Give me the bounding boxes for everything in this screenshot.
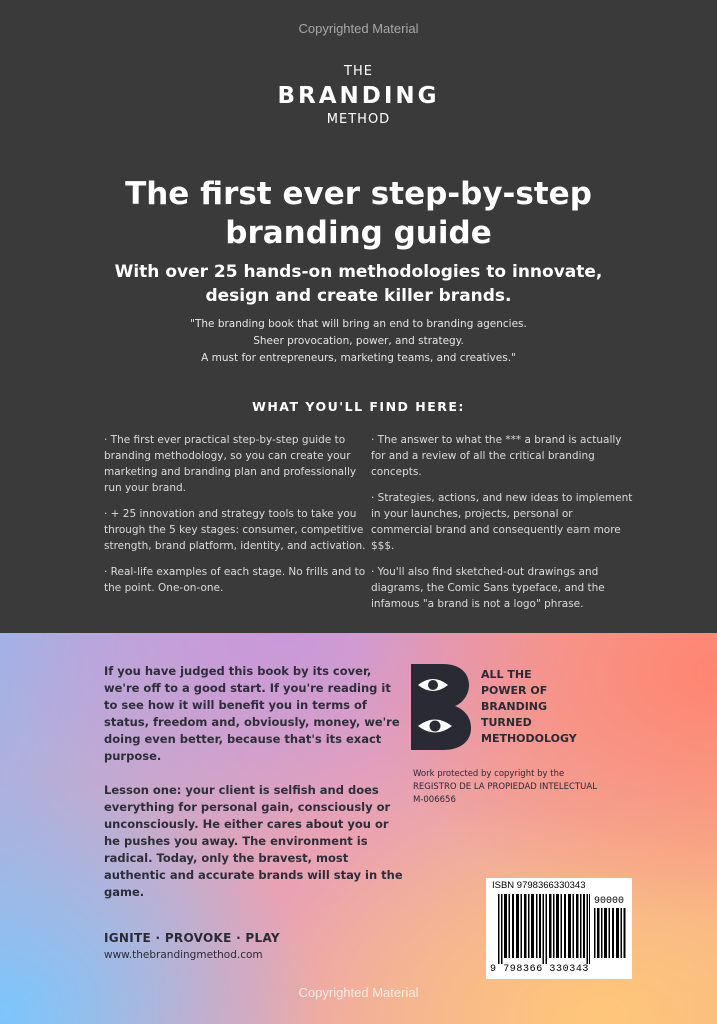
watermark-top: Copyrighted Material	[298, 21, 419, 36]
bullet-item: · The first ever practical step-by-step guide to branding methodology, so you can create your marketing and branding plan and professionally run your brand.	[104, 434, 357, 494]
copyright-notice	[413, 768, 643, 807]
subhead-line-1: With over 25 hands-on methodologies to innovate,	[114, 262, 603, 282]
bullet-item: · You'll also find sketched-out drawings and diagrams, the Comic Sans typeface, and the infamous "a brand is not a logo" phrase.	[371, 566, 605, 610]
quote-line-3: A must for entrepreneurs, marketing teams, and creatives."	[201, 352, 516, 364]
brand-logo	[0, 64, 717, 127]
headline-line-2: branding guide	[225, 215, 492, 251]
barcode-number: 9 798366 330343	[490, 964, 590, 975]
bullet-item: · Real-life examples of each stage. No frills and to the point. One-on-one.	[104, 566, 366, 594]
bullet-item: · + 25 innovation and strategy tools to take you through the 5 key stages: consumer, competitive strength, brand platform, identity, and activation.	[104, 508, 366, 552]
logo-branding: BRANDING	[277, 83, 440, 109]
isbn-barcode	[486, 878, 632, 979]
logo-method: METHOD	[326, 112, 391, 127]
addon-barcode-icon	[594, 908, 626, 958]
headline-line-1: The first ever step-by-step	[125, 176, 592, 212]
power-line: POWER OF	[481, 684, 548, 697]
barcode-bars-icon	[498, 894, 590, 964]
copyright-line: REGISTRO DE LA PROPIEDAD INTELECTUAL	[413, 782, 597, 792]
power-line: BRANDING	[481, 700, 548, 713]
quote-line-1: "The branding book that will bring an end to branding agencies.	[190, 318, 527, 330]
power-slogan	[481, 667, 631, 747]
back-cover-gradient-panel	[0, 633, 717, 1024]
power-line: TURNED	[481, 716, 532, 729]
bullets-right-column	[371, 432, 633, 622]
tagline: IGNITE · PROVOKE · PLAY	[104, 931, 280, 945]
power-line: METHODOLOGY	[481, 732, 577, 745]
b-eyes-logo-icon	[411, 664, 471, 750]
headline	[0, 175, 717, 253]
intro-paragraph: If you have judged this book by its cover, we're off to a good start. If you're reading it to see how it will benefit you in terms of status, freedom and, obviously, money, we're doing even better, because that's its exact purpose.	[104, 664, 400, 763]
lesson-paragraph: Lesson one: your client is selfish and does everything for personal gain, consciously or unconsciously. He either cares about you or he pushes you away. The environment is radical. Today, only the bravest, most authentic and accurate brands will stay in the game.	[104, 783, 403, 899]
endorsement-quote	[0, 316, 717, 367]
section-title: WHAT YOU'LL FIND HERE:	[252, 399, 465, 414]
bullet-item: · Strategies, actions, and new ideas to implement in your launches, projects, personal or commercial brand and consequently earn more $$$.	[371, 492, 633, 552]
isbn-label: ISBN 9798366330343	[492, 880, 586, 891]
price-code: 90000	[594, 896, 625, 907]
subheadline	[0, 260, 717, 308]
copyright-line: M-006656	[413, 795, 456, 805]
copyright-line: Work protected by copyright by the	[413, 769, 565, 779]
website-link[interactable]: www.thebrandingmethod.com	[104, 949, 263, 961]
bullet-item: · The answer to what the *** a brand is actually for and a review of all the critical branding concepts.	[371, 434, 622, 478]
quote-line-2: Sheer provocation, power, and strategy.	[253, 335, 464, 347]
logo-the: THE	[344, 64, 373, 79]
watermark-bottom: Copyrighted Material	[298, 985, 419, 1000]
bullets-left-column	[104, 432, 366, 606]
power-line: ALL THE	[481, 668, 532, 681]
subhead-line-2: design and create killer brands.	[205, 286, 512, 306]
